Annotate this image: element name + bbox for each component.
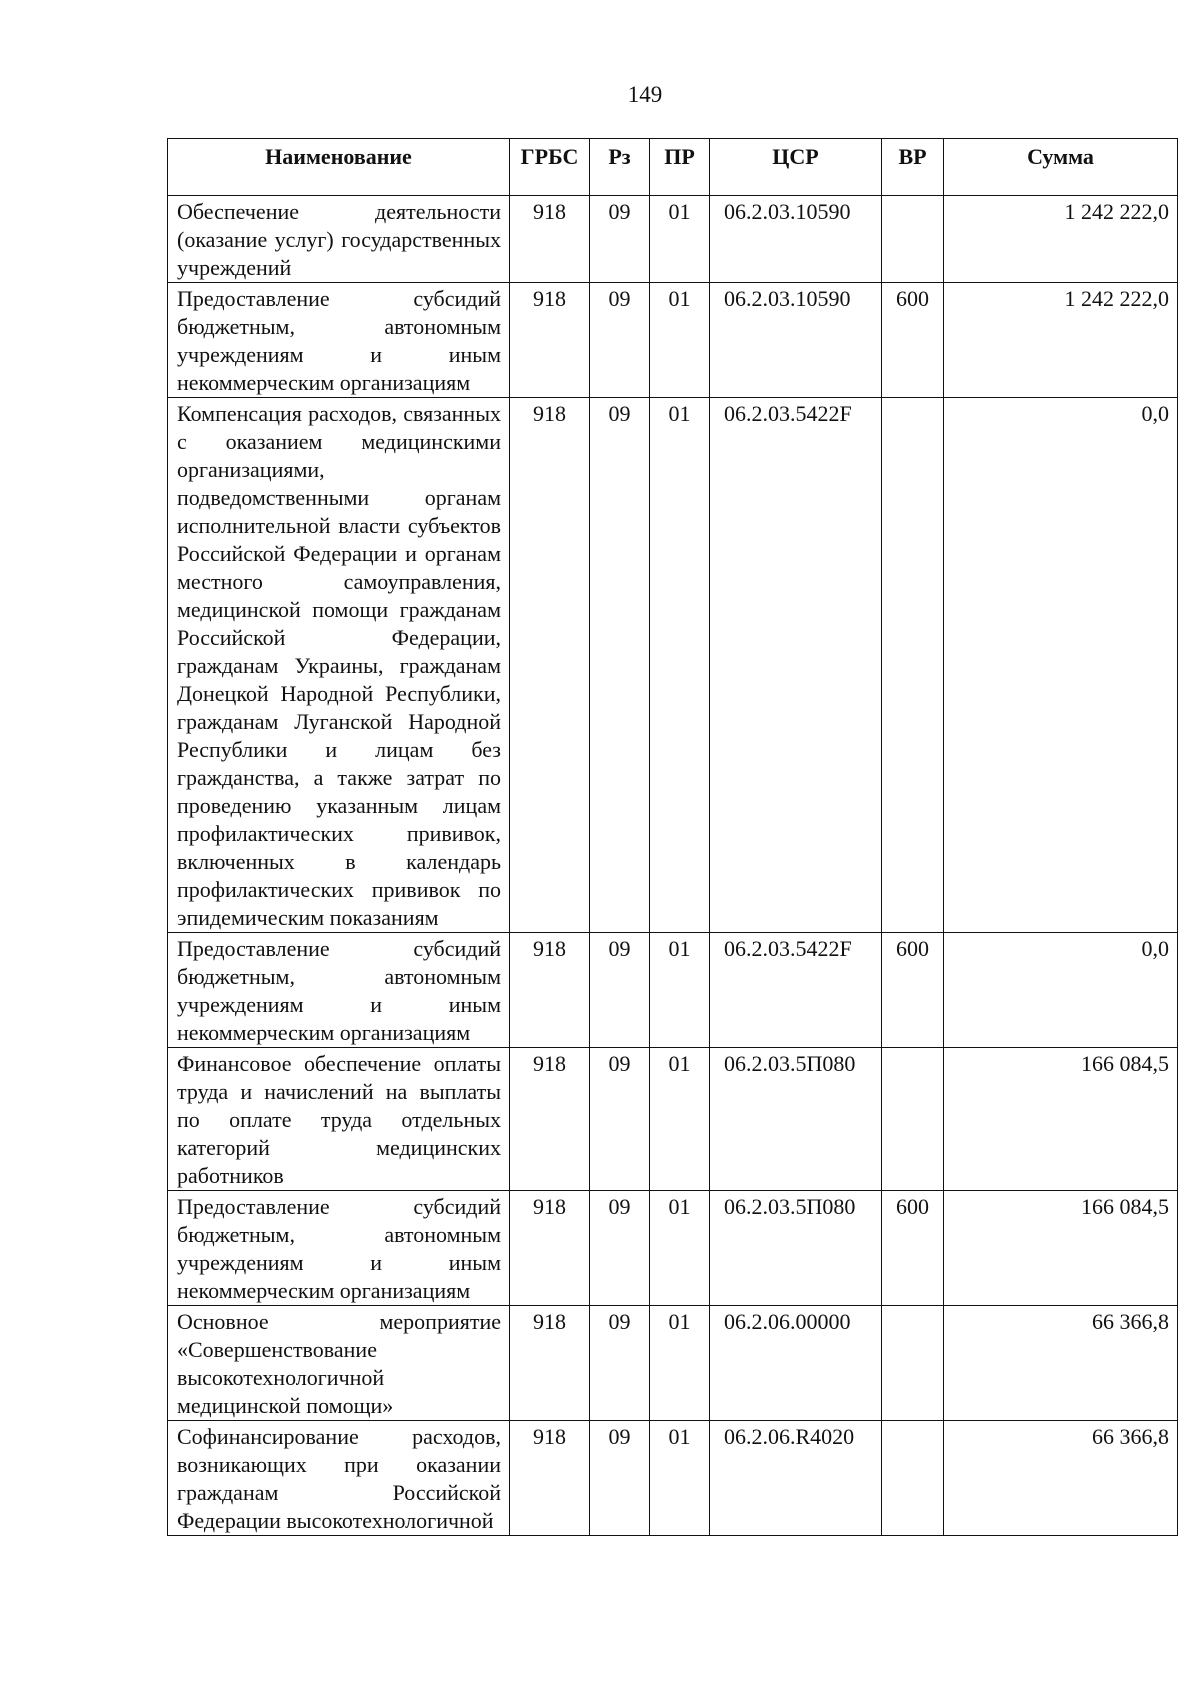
header-grbs: ГРБС (510, 139, 590, 196)
cell-pr: 01 (650, 1306, 710, 1421)
cell-sum: 66 366,8 (944, 1306, 1178, 1421)
cell-grbs: 918 (510, 196, 590, 283)
cell-name: Предоставление субсидий бюджетным, автономным учреждениям и иным некоммерческим организациям (168, 933, 510, 1048)
header-row (168, 139, 1178, 196)
budget-table (167, 138, 1178, 1536)
cell-name: Обеспечение деятельности (оказание услуг) государственных учреждений (168, 196, 510, 283)
cell-csr: 06.2.06.00000 (710, 1306, 882, 1421)
cell-sum: 66 366,8 (944, 1421, 1178, 1536)
cell-vr: 600 (882, 933, 944, 1048)
cell-sum: 0,0 (944, 398, 1178, 933)
cell-grbs: 918 (510, 1306, 590, 1421)
cell-sum: 166 084,5 (944, 1048, 1178, 1191)
cell-pr: 01 (650, 933, 710, 1048)
cell-vr (882, 1306, 944, 1421)
table-row (168, 1306, 1178, 1421)
cell-vr: 600 (882, 283, 944, 398)
table-row (168, 398, 1178, 933)
cell-csr: 06.2.03.5422F (710, 933, 882, 1048)
cell-name: Предоставление субсидий бюджетным, автономным учреждениям и иным некоммерческим организациям (168, 283, 510, 398)
cell-rz: 09 (590, 1421, 650, 1536)
cell-sum: 1 242 222,0 (944, 283, 1178, 398)
header-name: Наименование (168, 139, 510, 196)
cell-name: Софинансирование расходов, возникающих при оказании гражданам Российской Федерации высокотехнологичной (168, 1421, 510, 1536)
cell-rz: 09 (590, 1306, 650, 1421)
cell-csr: 06.2.03.10590 (710, 283, 882, 398)
cell-rz: 09 (590, 933, 650, 1048)
cell-vr: 600 (882, 1191, 944, 1306)
cell-sum: 166 084,5 (944, 1191, 1178, 1306)
cell-rz: 09 (590, 1048, 650, 1191)
cell-csr: 06.2.03.5П080 (710, 1191, 882, 1306)
cell-grbs: 918 (510, 1048, 590, 1191)
table-header (168, 139, 1178, 196)
cell-name: Финансовое обеспечение оплаты труда и начислений на выплаты по оплате труда отдельных категорий медицинских работников (168, 1048, 510, 1191)
cell-sum: 0,0 (944, 933, 1178, 1048)
cell-sum: 1 242 222,0 (944, 196, 1178, 283)
cell-vr (882, 1421, 944, 1536)
cell-pr: 01 (650, 196, 710, 283)
cell-vr (882, 196, 944, 283)
table-row (168, 196, 1178, 283)
table-row (168, 1048, 1178, 1191)
cell-vr (882, 398, 944, 933)
cell-csr: 06.2.03.5422F (710, 398, 882, 933)
header-csr: ЦСР (710, 139, 882, 196)
page-number: 149 (627, 82, 663, 107)
cell-pr: 01 (650, 283, 710, 398)
cell-grbs: 918 (510, 1421, 590, 1536)
cell-csr: 06.2.06.R4020 (710, 1421, 882, 1536)
cell-grbs: 918 (510, 398, 590, 933)
cell-pr: 01 (650, 1191, 710, 1306)
cell-grbs: 918 (510, 283, 590, 398)
cell-name: Основное мероприятие «Совершенствование высокотехнологичной медицинской помощи» (168, 1306, 510, 1421)
cell-grbs: 918 (510, 933, 590, 1048)
cell-csr: 06.2.03.10590 (710, 196, 882, 283)
cell-name: Предоставление субсидий бюджетным, автономным учреждениям и иным некоммерческим организациям (168, 1191, 510, 1306)
cell-rz: 09 (590, 196, 650, 283)
header-pr: ПР (650, 139, 710, 196)
table-row (168, 283, 1178, 398)
table-row (168, 1191, 1178, 1306)
cell-grbs: 918 (510, 1191, 590, 1306)
cell-rz: 09 (590, 398, 650, 933)
table-row (168, 933, 1178, 1048)
table-body (168, 196, 1178, 1536)
cell-name: Компенсация расходов, связанных с оказанием медицинскими организациями, подведомственными органам исполнительной власти субъектов Российской Федерации и органам местного самоуправления, медицинской помощи гражданам Российской Федерации, гражданам Украины, гражданам Донецкой Народной Республики, гражданам Луганской Народной Республики и лицам без гражданства, а также затрат по проведению указанным лицам профилактических прививок, включенных в календарь профилактических прививок по эпидемическим показаниям (168, 398, 510, 933)
cell-pr: 01 (650, 1048, 710, 1191)
header-sum: Сумма (944, 139, 1178, 196)
cell-rz: 09 (590, 283, 650, 398)
cell-pr: 01 (650, 398, 710, 933)
cell-rz: 09 (590, 1191, 650, 1306)
header-vr: ВР (882, 139, 944, 196)
cell-pr: 01 (650, 1421, 710, 1536)
cell-csr: 06.2.03.5П080 (710, 1048, 882, 1191)
header-rz: Рз (590, 139, 650, 196)
table-row (168, 1421, 1178, 1536)
cell-vr (882, 1048, 944, 1191)
